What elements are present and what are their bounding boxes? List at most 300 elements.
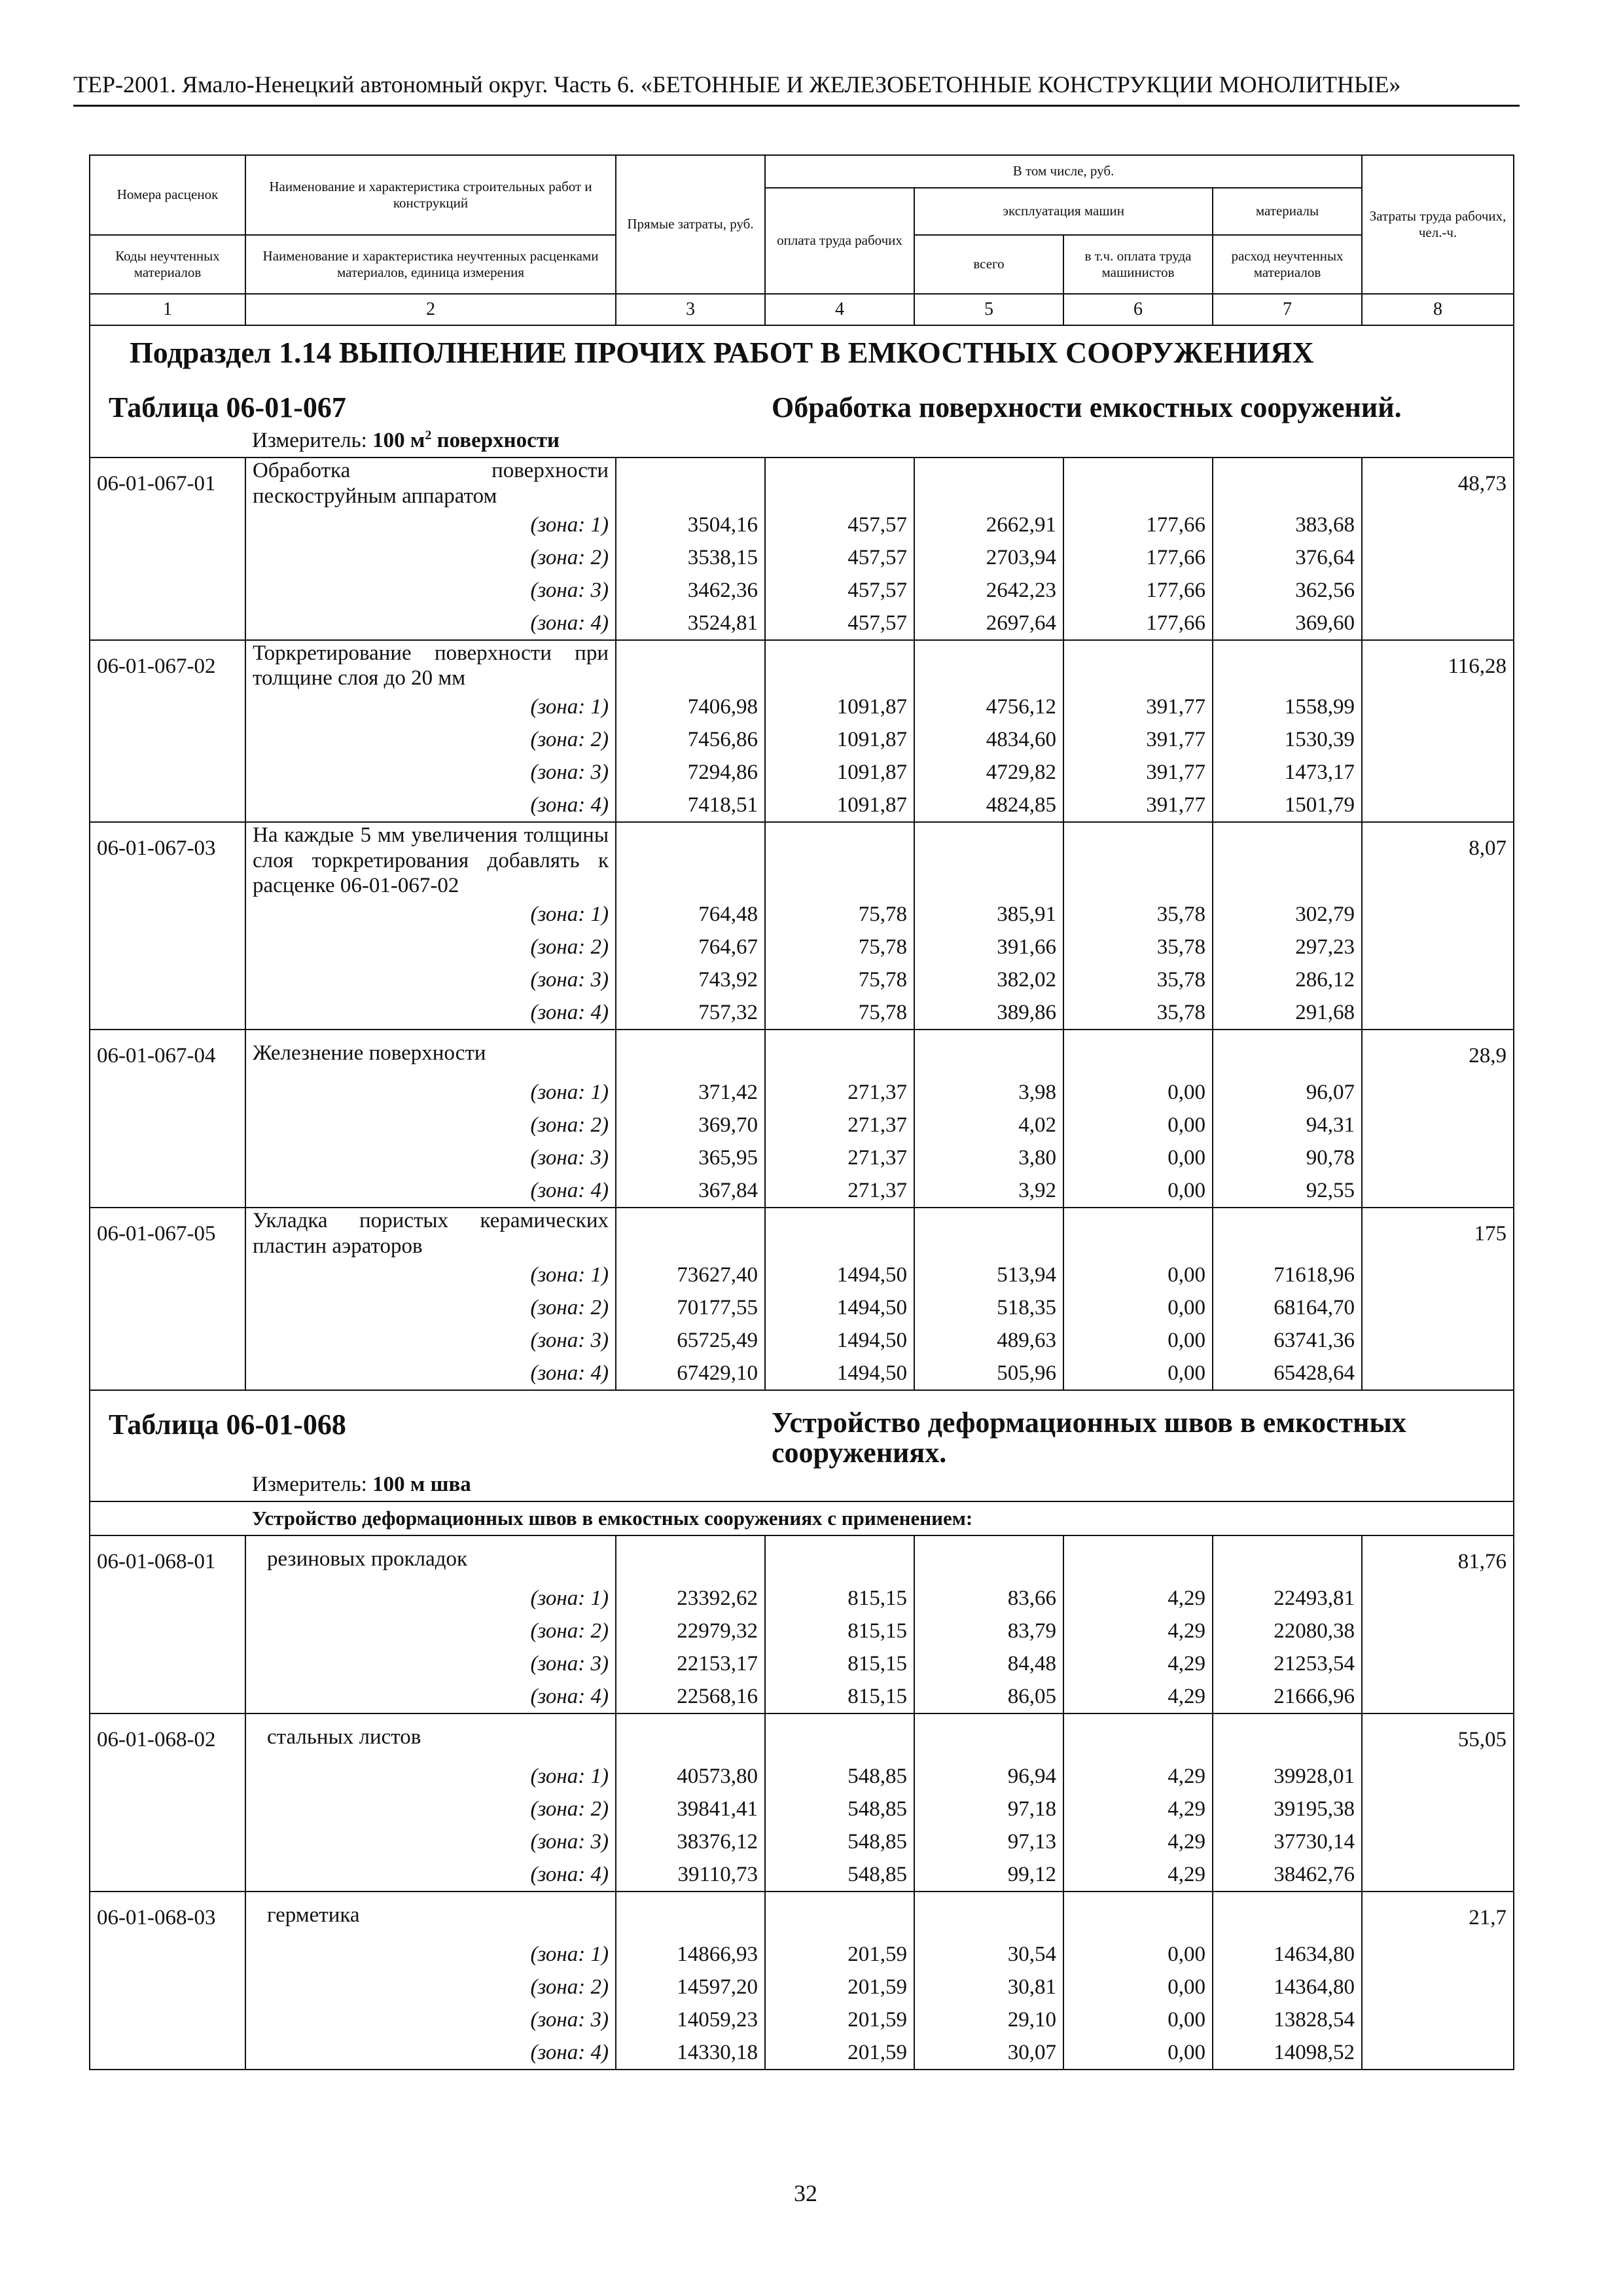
materials-value: 71618,96 [1213, 1259, 1362, 1291]
labor-blank [1362, 2003, 1514, 2036]
rates-table [89, 154, 1514, 2070]
machines-total-value: 97,18 [914, 1793, 1063, 1825]
table-067-body [90, 325, 1514, 1390]
empty-cell [1213, 640, 1362, 691]
machinist-pay-value: 391,77 [1063, 691, 1213, 723]
direct-costs-value: 39841,41 [616, 1793, 765, 1825]
labor-pay-value: 815,15 [765, 1615, 914, 1647]
materials-value: 1501,79 [1213, 789, 1362, 822]
empty-cell [765, 822, 914, 898]
col-materials: материалы [1213, 188, 1362, 235]
zone-row [90, 1582, 1514, 1615]
zone-label: (зона: 2) [245, 1291, 616, 1324]
direct-costs-value: 39110,73 [616, 1858, 765, 1892]
col-machinist-pay: в т.ч. оплата труда машинистов [1063, 235, 1213, 294]
zone-row [90, 574, 1514, 607]
code-blank [90, 1141, 245, 1174]
labor-pay-value: 1091,87 [765, 789, 914, 822]
rate-code: 06-01-068-01 [90, 1535, 245, 1582]
labor-pay-value: 815,15 [765, 1647, 914, 1680]
zone-row [90, 1141, 1514, 1174]
empty-cell [616, 457, 765, 509]
zone-label: (зона: 2) [245, 1971, 616, 2003]
code-blank [90, 2036, 245, 2070]
labor-pay-value: 271,37 [765, 1109, 914, 1141]
labor-blank [1362, 1141, 1514, 1174]
direct-costs-value: 23392,62 [616, 1582, 765, 1615]
materials-value: 14634,80 [1213, 1938, 1362, 1971]
machinist-pay-value: 0,00 [1063, 1324, 1213, 1357]
column-number: 4 [765, 294, 914, 325]
direct-costs-value: 40573,80 [616, 1760, 765, 1793]
rate-code: 06-01-067-04 [90, 1030, 245, 1076]
materials-value: 65428,64 [1213, 1357, 1362, 1390]
header-rule [73, 105, 1520, 107]
machines-total-value: 2662,91 [914, 509, 1063, 541]
labor-costs-value: 116,28 [1362, 640, 1514, 691]
rate-name: Железнение поверхности [245, 1030, 616, 1076]
code-blank [90, 1259, 245, 1291]
rate-name: герметика [245, 1892, 616, 1938]
machinist-pay-value: 4,29 [1063, 1793, 1213, 1825]
zone-row [90, 1680, 1514, 1713]
zone-row [90, 756, 1514, 789]
machines-total-value: 99,12 [914, 1858, 1063, 1892]
machinist-pay-value: 391,77 [1063, 756, 1213, 789]
code-blank [90, 509, 245, 541]
labor-pay-value: 1091,87 [765, 756, 914, 789]
rate-name: Обработка поверхности пескоструйным аппаратом [245, 457, 616, 509]
zone-row [90, 1938, 1514, 1971]
code-blank [90, 723, 245, 756]
empty-cell [1213, 822, 1362, 898]
zone-row [90, 691, 1514, 723]
code-blank [90, 931, 245, 963]
materials-value: 68164,70 [1213, 1291, 1362, 1324]
direct-costs-value: 22568,16 [616, 1680, 765, 1713]
labor-blank [1362, 756, 1514, 789]
empty-cell [1063, 1892, 1213, 1938]
machinist-pay-value: 0,00 [1063, 1076, 1213, 1109]
materials-value: 21253,54 [1213, 1647, 1362, 1680]
zone-row [90, 1357, 1514, 1390]
col-including: В том числе, руб. [765, 155, 1362, 188]
zone-label: (зона: 4) [245, 789, 616, 822]
direct-costs-value: 38376,12 [616, 1825, 765, 1858]
direct-costs-value: 764,67 [616, 931, 765, 963]
code-blank [90, 1647, 245, 1680]
zone-label: (зона: 1) [245, 1938, 616, 1971]
empty-cell [1213, 1535, 1362, 1582]
zone-label: (зона: 1) [245, 898, 616, 931]
machines-total-value: 4729,82 [914, 756, 1063, 789]
labor-pay-value: 1494,50 [765, 1259, 914, 1291]
labor-blank [1362, 1324, 1514, 1357]
labor-blank [1362, 1793, 1514, 1825]
labor-pay-value: 548,85 [765, 1825, 914, 1858]
labor-pay-value: 201,59 [765, 2036, 914, 2070]
table-subtitle: Устройство деформационных швов в емкостных сооружениях с применением: [245, 1501, 1514, 1535]
materials-value: 369,60 [1213, 607, 1362, 640]
direct-costs-value: 14330,18 [616, 2036, 765, 2070]
labor-blank [1362, 723, 1514, 756]
table-title: Устройство деформационных швов в емкостных сооружениях. [765, 1390, 1514, 1468]
table-068-body [90, 1390, 1514, 2070]
rate-row [90, 1208, 1514, 1259]
column-number: 7 [1213, 294, 1362, 325]
zone-row [90, 1760, 1514, 1793]
measurement-unit [245, 424, 1514, 457]
labor-blank [1362, 1259, 1514, 1291]
machines-total-value: 2697,64 [914, 607, 1063, 640]
empty-cell [1213, 1208, 1362, 1259]
empty-cell [914, 1208, 1063, 1259]
labor-blank [1362, 691, 1514, 723]
direct-costs-value: 14059,23 [616, 2003, 765, 2036]
rate-name: резиновых прокладок [245, 1535, 616, 1582]
zone-label: (зона: 1) [245, 1760, 616, 1793]
labor-costs-value: 21,7 [1362, 1892, 1514, 1938]
table-title: Обработка поверхности емкостных сооружений. [765, 374, 1514, 424]
direct-costs-value: 3524,81 [616, 607, 765, 640]
labor-blank [1362, 1357, 1514, 1390]
code-blank [90, 1357, 245, 1390]
direct-costs-value: 73627,40 [616, 1259, 765, 1291]
zone-row [90, 1109, 1514, 1141]
column-number: 6 [1063, 294, 1213, 325]
empty-cell [1213, 1892, 1362, 1938]
materials-value: 286,12 [1213, 963, 1362, 996]
machines-total-value: 513,94 [914, 1259, 1063, 1291]
labor-pay-value: 548,85 [765, 1793, 914, 1825]
materials-value: 96,07 [1213, 1076, 1362, 1109]
labor-pay-value: 1091,87 [765, 723, 914, 756]
labor-pay-value: 1494,50 [765, 1324, 914, 1357]
machines-total-value: 86,05 [914, 1680, 1063, 1713]
code-blank [90, 607, 245, 640]
column-number: 2 [245, 294, 616, 325]
machinist-pay-value: 177,66 [1063, 509, 1213, 541]
machinist-pay-value: 177,66 [1063, 541, 1213, 574]
machinist-pay-value: 0,00 [1063, 2036, 1213, 2070]
table-id: Таблица 06-01-068 [90, 1390, 765, 1468]
zone-label: (зона: 2) [245, 1793, 616, 1825]
empty-cell [1213, 457, 1362, 509]
code-blank [90, 1858, 245, 1892]
labor-pay-value: 815,15 [765, 1582, 914, 1615]
code-blank [90, 691, 245, 723]
machinist-pay-value: 4,29 [1063, 1680, 1213, 1713]
zone-row [90, 898, 1514, 931]
zone-label: (зона: 1) [245, 691, 616, 723]
labor-blank [1362, 607, 1514, 640]
code-blank [90, 1291, 245, 1324]
machinist-pay-value: 4,29 [1063, 1825, 1213, 1858]
rate-code: 06-01-067-03 [90, 822, 245, 898]
machinist-pay-value: 35,78 [1063, 996, 1213, 1030]
labor-pay-value: 1091,87 [765, 691, 914, 723]
zone-label: (зона: 3) [245, 1647, 616, 1680]
zone-label: (зона: 3) [245, 2003, 616, 2036]
machinist-pay-value: 4,29 [1063, 1615, 1213, 1647]
code-blank [90, 1582, 245, 1615]
labor-pay-value: 457,57 [765, 541, 914, 574]
machinist-pay-value: 0,00 [1063, 1174, 1213, 1208]
code-blank [90, 756, 245, 789]
empty-cell [914, 1535, 1063, 1582]
machinist-pay-value: 0,00 [1063, 2003, 1213, 2036]
labor-pay-value: 75,78 [765, 996, 914, 1030]
direct-costs-value: 757,32 [616, 996, 765, 1030]
materials-value: 21666,96 [1213, 1680, 1362, 1713]
code-blank [90, 789, 245, 822]
labor-pay-value: 548,85 [765, 1858, 914, 1892]
labor-blank [1362, 1291, 1514, 1324]
materials-value: 38462,76 [1213, 1858, 1362, 1892]
machinist-pay-value: 0,00 [1063, 1938, 1213, 1971]
machinist-pay-value: 0,00 [1063, 1971, 1213, 2003]
machines-total-value: 83,79 [914, 1615, 1063, 1647]
empty-cell [914, 640, 1063, 691]
direct-costs-value: 67429,10 [616, 1357, 765, 1390]
rate-code: 06-01-067-01 [90, 457, 245, 509]
zone-row [90, 1825, 1514, 1858]
measurement-tail: поверхности [437, 429, 560, 453]
code-blank [90, 1760, 245, 1793]
rate-row [90, 640, 1514, 691]
materials-value: 1558,99 [1213, 691, 1362, 723]
zone-row [90, 723, 1514, 756]
zone-row [90, 963, 1514, 996]
labor-blank [1362, 541, 1514, 574]
direct-costs-value: 7456,86 [616, 723, 765, 756]
zone-label: (зона: 4) [245, 2036, 616, 2070]
labor-blank [1362, 1825, 1514, 1858]
empty-cell [914, 1030, 1063, 1076]
empty-cell [765, 1892, 914, 1938]
code-blank [90, 1971, 245, 2003]
code-blank [90, 1174, 245, 1208]
rate-code: 06-01-067-05 [90, 1208, 245, 1259]
empty-cell [765, 1208, 914, 1259]
empty-cell [914, 1892, 1063, 1938]
empty-cell [914, 457, 1063, 509]
measurement-unit [245, 1468, 1514, 1501]
zone-label: (зона: 2) [245, 1615, 616, 1647]
subsection-title: Подраздел 1.14 ВЫПОЛНЕНИЕ ПРОЧИХ РАБОТ В ЕМКОСТНЫХ СООРУЖЕНИЯХ [90, 325, 1514, 374]
labor-pay-value: 1494,50 [765, 1357, 914, 1390]
zone-row [90, 541, 1514, 574]
materials-value: 383,68 [1213, 509, 1362, 541]
col-labor-pay: оплата труда рабочих [765, 188, 914, 294]
machines-total-value: 4756,12 [914, 691, 1063, 723]
labor-pay-value: 271,37 [765, 1141, 914, 1174]
empty-cell [1063, 1030, 1213, 1076]
code-blank [90, 1615, 245, 1647]
materials-value: 13828,54 [1213, 2003, 1362, 2036]
empty-cell [765, 640, 914, 691]
labor-costs-value: 55,05 [1362, 1713, 1514, 1760]
machinist-pay-value: 4,29 [1063, 1647, 1213, 1680]
labor-blank [1362, 1174, 1514, 1208]
zone-label: (зона: 4) [245, 996, 616, 1030]
labor-pay-value: 271,37 [765, 1174, 914, 1208]
rate-row [90, 1535, 1514, 1582]
empty-cell [765, 1535, 914, 1582]
machines-total-value: 30,81 [914, 1971, 1063, 2003]
zone-label: (зона: 2) [245, 541, 616, 574]
empty-cell [616, 1892, 765, 1938]
materials-value: 14364,80 [1213, 1971, 1362, 2003]
zone-label: (зона: 3) [245, 574, 616, 607]
labor-pay-value: 548,85 [765, 1760, 914, 1793]
labor-pay-value: 815,15 [765, 1680, 914, 1713]
zone-row [90, 2003, 1514, 2036]
labor-pay-value: 75,78 [765, 963, 914, 996]
direct-costs-value: 7406,98 [616, 691, 765, 723]
labor-pay-value: 201,59 [765, 1938, 914, 1971]
col-machine-operation: эксплуатация машин [914, 188, 1213, 235]
column-number: 8 [1362, 294, 1514, 325]
labor-blank [1362, 1680, 1514, 1713]
labor-pay-value: 75,78 [765, 898, 914, 931]
materials-value: 37730,14 [1213, 1825, 1362, 1858]
empty-cell [1063, 457, 1213, 509]
zone-row [90, 1291, 1514, 1324]
materials-value: 63741,36 [1213, 1324, 1362, 1357]
labor-blank [1362, 1109, 1514, 1141]
code-blank [90, 1793, 245, 1825]
direct-costs-value: 22979,32 [616, 1615, 765, 1647]
empty-cell [765, 1713, 914, 1760]
labor-pay-value: 75,78 [765, 931, 914, 963]
column-number: 3 [616, 294, 765, 325]
machinist-pay-value: 4,29 [1063, 1760, 1213, 1793]
zone-label: (зона: 2) [245, 1109, 616, 1141]
col-materials-unaccounted: расход неучтенных материалов [1213, 235, 1362, 294]
labor-blank [1362, 1076, 1514, 1109]
machines-total-value: 30,07 [914, 2036, 1063, 2070]
zone-label: (зона: 3) [245, 756, 616, 789]
empty-cell [765, 1030, 914, 1076]
col-work-name: Наименование и характеристика строительных работ и конструкций [245, 155, 616, 235]
labor-blank [1362, 1615, 1514, 1647]
rate-row [90, 822, 1514, 898]
labor-pay-value: 457,57 [765, 509, 914, 541]
machinist-pay-value: 0,00 [1063, 1291, 1213, 1324]
materials-value: 297,23 [1213, 931, 1362, 963]
empty-cell [1063, 1713, 1213, 1760]
page-number: 32 [794, 2180, 817, 2206]
machines-total-value: 385,91 [914, 898, 1063, 931]
materials-value: 302,79 [1213, 898, 1362, 931]
direct-costs-value: 70177,55 [616, 1291, 765, 1324]
empty-cell [914, 822, 1063, 898]
materials-value: 22080,38 [1213, 1615, 1362, 1647]
col-direct-costs: Прямые затраты, руб. [616, 155, 765, 294]
rate-code: 06-01-068-02 [90, 1713, 245, 1760]
labor-blank [1362, 574, 1514, 607]
machines-total-value: 3,98 [914, 1076, 1063, 1109]
measurement-superscript: 2 [425, 428, 432, 443]
machines-total-value: 30,54 [914, 1938, 1063, 1971]
machines-total-value: 505,96 [914, 1357, 1063, 1390]
zone-row [90, 1858, 1514, 1892]
measurement-value: 100 м [372, 429, 425, 453]
zone-label: (зона: 2) [245, 723, 616, 756]
labor-pay-value: 457,57 [765, 574, 914, 607]
labor-blank [1362, 963, 1514, 996]
labor-costs-value: 81,76 [1362, 1535, 1514, 1582]
zone-row [90, 509, 1514, 541]
col-machines-total: всего [914, 235, 1063, 294]
zone-label: (зона: 4) [245, 1357, 616, 1390]
machines-total-value: 97,13 [914, 1825, 1063, 1858]
labor-blank [1362, 898, 1514, 931]
rate-row [90, 457, 1514, 509]
zone-label: (зона: 3) [245, 963, 616, 996]
materials-value: 22493,81 [1213, 1582, 1362, 1615]
machines-total-value: 96,94 [914, 1760, 1063, 1793]
labor-blank [1362, 789, 1514, 822]
direct-costs-value: 369,70 [616, 1109, 765, 1141]
empty-cell [616, 1713, 765, 1760]
empty-cell [616, 640, 765, 691]
zone-row [90, 1174, 1514, 1208]
rate-row [90, 1892, 1514, 1938]
zone-label: (зона: 1) [245, 509, 616, 541]
labor-pay-value: 271,37 [765, 1076, 914, 1109]
machines-total-value: 3,80 [914, 1141, 1063, 1174]
labor-blank [1362, 1760, 1514, 1793]
machinist-pay-value: 391,77 [1063, 789, 1213, 822]
rate-code: 06-01-067-02 [90, 640, 245, 691]
col-material-names: Наименование и характеристика неучтенных расценками материалов, единица измерения [245, 235, 616, 294]
rate-row [90, 1713, 1514, 1760]
machines-total-value: 4,02 [914, 1109, 1063, 1141]
machinist-pay-value: 177,66 [1063, 607, 1213, 640]
labor-blank [1362, 1938, 1514, 1971]
labor-blank [1362, 509, 1514, 541]
labor-costs-value: 8,07 [1362, 822, 1514, 898]
zone-row [90, 996, 1514, 1030]
rate-row [90, 1030, 1514, 1076]
rate-name: Торкретирование поверхности при толщине слоя до 20 мм [245, 640, 616, 691]
machines-total-value: 389,86 [914, 996, 1063, 1030]
zone-label: (зона: 1) [245, 1076, 616, 1109]
machines-total-value: 4824,85 [914, 789, 1063, 822]
direct-costs-value: 22153,17 [616, 1647, 765, 1680]
code-blank [90, 574, 245, 607]
code-blank [90, 1825, 245, 1858]
machines-total-value: 84,48 [914, 1647, 1063, 1680]
table-id: Таблица 06-01-067 [90, 374, 765, 424]
machinist-pay-value: 4,29 [1063, 1582, 1213, 1615]
zone-label: (зона: 3) [245, 1141, 616, 1174]
code-blank [90, 898, 245, 931]
machines-total-value: 2703,94 [914, 541, 1063, 574]
machines-total-value: 391,66 [914, 931, 1063, 963]
code-blank [90, 1680, 245, 1713]
machinist-pay-value: 35,78 [1063, 963, 1213, 996]
col-material-codes: Коды неучтенных материалов [90, 235, 245, 294]
code-blank [90, 996, 245, 1030]
code-blank [90, 2003, 245, 2036]
direct-costs-value: 3504,16 [616, 509, 765, 541]
machines-total-value: 382,02 [914, 963, 1063, 996]
code-blank [90, 1076, 245, 1109]
zone-row [90, 1971, 1514, 2003]
